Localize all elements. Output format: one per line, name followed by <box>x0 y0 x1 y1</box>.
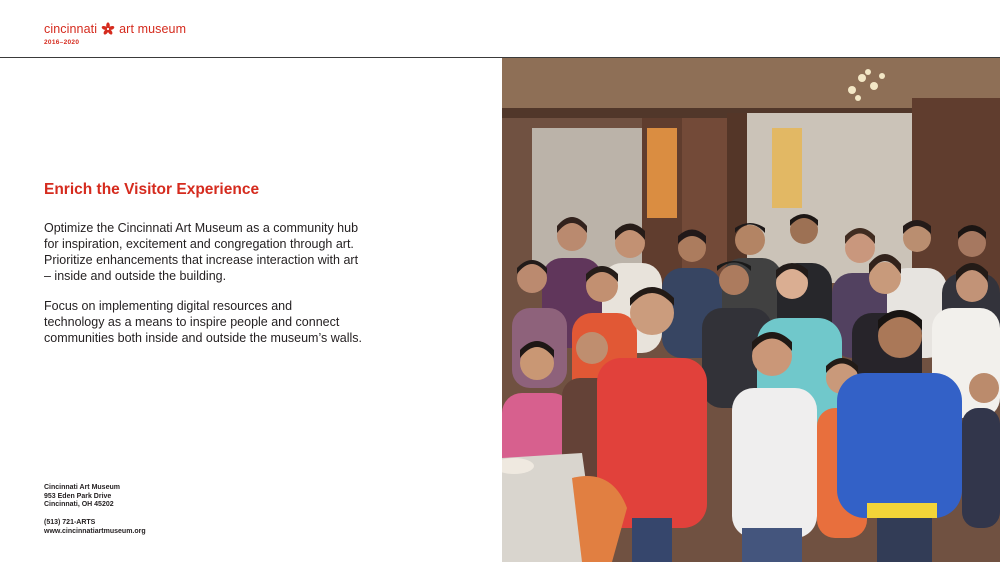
paragraph-line: Optimize the Cincinnati Art Museum as a community hub <box>44 221 359 235</box>
address-line: Cincinnati Art Museum <box>44 484 120 491</box>
paragraph-community-hub <box>44 220 374 284</box>
museum-address <box>44 484 120 510</box>
phone-number: (513) 721-ARTS <box>44 519 96 526</box>
paragraph-line: communities both inside and outside the museum’s walls. <box>44 331 362 345</box>
paragraph-line: for inspiration, excitement and congregation through art. <box>44 237 354 251</box>
brand-name-left: cincinnati <box>44 22 98 36</box>
address-line: Cincinnati, OH 45202 <box>44 501 114 509</box>
address-line: 953 Eden Park Drive <box>44 492 112 500</box>
group-photo-illustration <box>502 58 1000 562</box>
section-heading: Enrich the Visitor Experience <box>44 181 260 198</box>
website-link[interactable]: www.cincinnatiartmuseum.org <box>44 527 146 535</box>
paragraph-line: Focus on implementing digital resources and <box>44 299 293 313</box>
paragraph-line: Prioritize enhancements that increase interaction with art <box>44 253 359 267</box>
flower-icon <box>101 22 115 36</box>
paragraph-digital-resources <box>44 298 374 346</box>
brand-logo <box>44 22 186 36</box>
page-header <box>0 0 1000 58</box>
paragraph-line: – inside and outside the building. <box>44 269 227 283</box>
brand-name-right: art museum <box>119 22 187 36</box>
brand-years: 2016–2020 <box>44 39 80 46</box>
museum-contact <box>44 519 146 536</box>
community-group-photo <box>502 58 1000 562</box>
paragraph-line: technology as a means to inspire people and connect <box>44 315 340 329</box>
